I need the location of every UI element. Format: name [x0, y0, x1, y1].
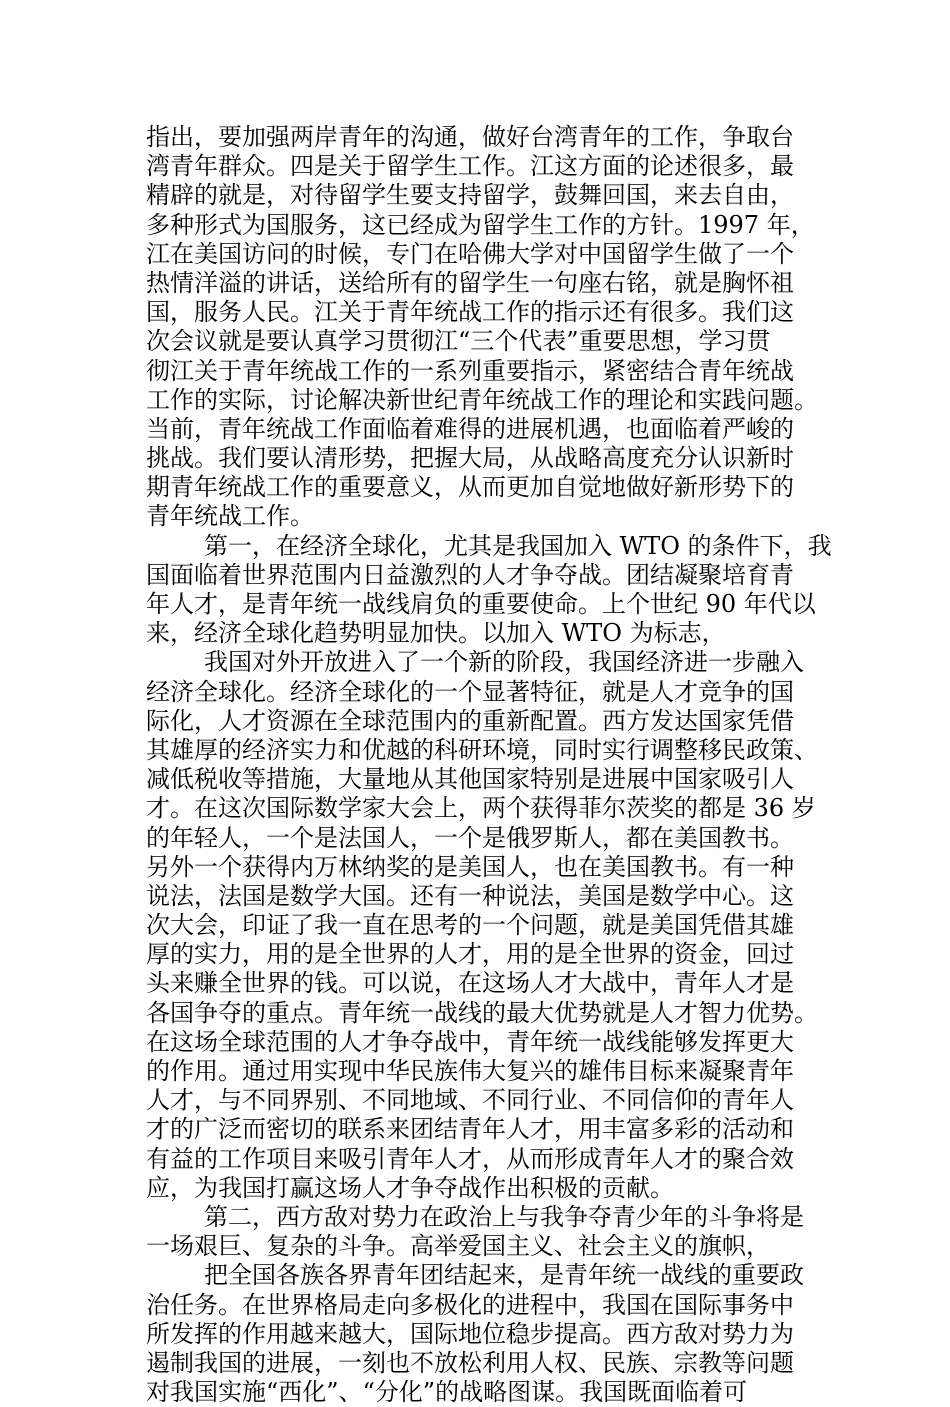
paragraph-first-line: 第二，西方敌对势力在政治上与我争夺青少年的斗争将是: [204, 1202, 804, 1231]
text-line: 各国争夺的重点。青年统一战线的最大优势就是人才智力优势。: [146, 998, 818, 1027]
text-line: 的年轻人，一个是法国人，一个是俄罗斯人，都在美国教书。: [146, 823, 794, 852]
text-line: 另外一个获得内万林纳奖的是美国人，也在美国教书。有一种: [146, 852, 794, 881]
text-line: 指出，要加强两岸青年的沟通，做好台湾青年的工作，争取台: [146, 123, 794, 151]
text-line: 期青年统战工作的重要意义，从而更加自觉地做好新形势下的: [146, 473, 794, 502]
text-line: 一场艰巨、复杂的斗争。高举爱国主义、社会主义的旗帜，: [146, 1232, 770, 1261]
text-line: 湾青年群众。四是关于留学生工作。江这方面的论述很多，最: [146, 152, 794, 181]
text-line: 的作用。通过用实现中华民族伟大复兴的雄伟目标来凝聚青年: [146, 1057, 794, 1085]
text-line: 国，服务人民。江关于青年统战工作的指示还有很多。我们这: [146, 298, 794, 327]
text-line: 彻江关于青年统战工作的一系列重要指示，紧密结合青年统战: [146, 356, 794, 385]
text-line: 在这场全球范围的人才争夺战中，青年统一战线能够发挥更大: [146, 1027, 794, 1056]
text-line: 应，为我国打赢这场人才争夺战作出积极的贡献。: [146, 1173, 674, 1202]
text-line: 才。在这次国际数学家大会上，两个获得菲尔茨奖的都是 36 岁: [146, 794, 816, 823]
text-line: 说法，法国是数学大国。还有一种说法，美国是数学中心。这: [146, 881, 794, 910]
text-line: 年人才，是青年统一战线肩负的重要使命。上个世纪 90 年代以: [146, 590, 816, 618]
text-line: 挑战。我们要认清形势，把握大局，从战略高度充分认识新时: [146, 444, 794, 473]
text-line: 热情洋溢的讲话，送给所有的留学生一句座右铭，就是胸怀祖: [146, 268, 794, 297]
text-line: 江在美国访问的时候，专门在哈佛大学对中国留学生做了一个: [146, 239, 794, 268]
text-line: 所发挥的作用越来越大，国际地位稳步提高。西方敌对势力为: [146, 1319, 794, 1348]
text-line: 次大会，印证了我一直在思考的一个问题，就是美国凭借其雄: [146, 911, 794, 940]
text-line: 有益的工作项目来吸引青年人才，从而形成青年人才的聚合效: [146, 1144, 794, 1173]
text-line: 经济全球化。经济全球化的一个显著特征，就是人才竞争的国: [146, 677, 794, 706]
text-line: 工作的实际，讨论解决新世纪青年统战工作的理论和实践问题。: [146, 385, 818, 414]
text-line: 厚的实力，用的是全世界的人才，用的是全世界的资金，回过: [146, 940, 794, 969]
text-line: 当前，青年统战工作面临着难得的进展机遇，也面临着严峻的: [146, 414, 794, 443]
paragraph-first-line: 第一，在经济全球化，尤其是我国加入 WTO 的条件下，我: [204, 531, 832, 560]
text-line: 其雄厚的经济实力和优越的科研环境，同时实行调整移民政策、: [146, 735, 818, 764]
text-line: 际化，人才资源在全球范围内的重新配置。西方发达国家凭借: [146, 706, 794, 735]
text-line: 对我国实施“西化”、“分化”的战略图谋。我国既面临着可: [146, 1378, 748, 1407]
text-line: 精辟的就是，对待留学生要支持留学，鼓舞回国，来去自由，: [146, 181, 794, 210]
paragraph-first-line: 把全国各族各界青年团结起来，是青年统一战线的重要政: [204, 1261, 804, 1290]
text-line: 遏制我国的进展，一刻也不放松利用人权、民族、宗教等问题: [146, 1348, 794, 1377]
text-line: 人才，与不同界别、不同地域、不同行业、不同信仰的青年人: [146, 1086, 794, 1115]
text-line: 治任务。在世界格局走向多极化的进程中，我国在国际事务中: [146, 1290, 794, 1319]
text-line: 次会议就是要认真学习贯彻江“三个代表”重要思想，学习贯: [146, 327, 771, 356]
text-line: 多种形式为国服务，这已经成为留学生工作的方针。1997 年，: [146, 210, 815, 239]
paragraph-first-line: 我国对外开放进入了一个新的阶段，我国经济进一步融入: [204, 648, 804, 677]
text-line: 才的广泛而密切的联系来团结青年人才，用丰富多彩的活动和: [146, 1115, 794, 1144]
body-text: [146, 123, 832, 1407]
text-line: 国面临着世界范围内日益激烈的人才争夺战。团结凝聚培育青: [146, 560, 794, 589]
text-line: 减低税收等措施，大量地从其他国家特别是进展中国家吸引人: [146, 765, 794, 794]
text-line: 青年统战工作。: [146, 502, 314, 531]
text-line: 来，经济全球化趋势明显加快。以加入 WTO 为标志，: [146, 619, 726, 648]
text-line: 头来赚全世界的钱。可以说，在这场人才大战中，青年人才是: [146, 969, 794, 998]
